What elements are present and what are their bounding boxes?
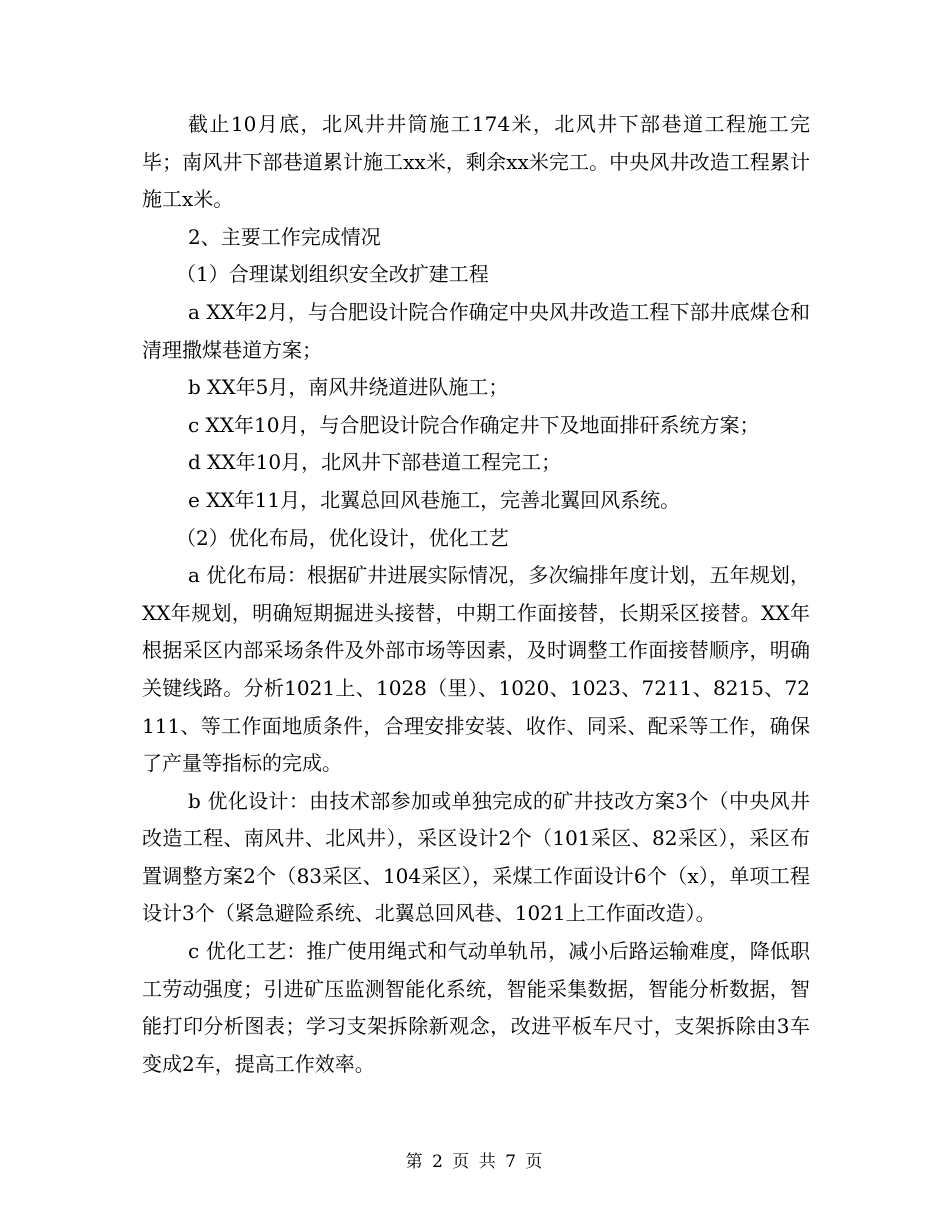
list-item-a-february: a XX年2月，与合肥设计院合作确定中央风井改造工程下部井底煤仓和清理撒煤巷道方案； xyxy=(142,299,810,362)
document-body xyxy=(142,106,810,1083)
page-footer: 第 2 页 共 7 页 xyxy=(405,1152,545,1172)
list-item-c-october: c XX年10月，与合肥设计院合作确定井下及地面排矸系统方案； xyxy=(188,412,760,437)
paragraph-optimize-design: b 优化设计：由技术部参加或单独完成的矿井技改方案3个（中央风井改造工程、南风井、北风井），采区设计2个（101采区、82采区），采区布置调整方案2个（83采区、104采区），采煤工作面设计6个（x），单项工程设计3个（紧急避险系统、北翼总回风巷、1021上工作面改造）。 xyxy=(142,788,810,926)
list-item-d-october: d XX年10月，北风井下部巷道工程完工； xyxy=(188,450,562,475)
list-item-e-november: e XX年11月，北翼总回风巷施工，完善北翼回风系统。 xyxy=(188,487,681,512)
subsection-heading-safety-expansion: （1）合理谋划组织安全改扩建工程 xyxy=(176,262,489,287)
subsection-heading-optimization: （2）优化布局，优化设计，优化工艺 xyxy=(176,525,509,550)
section-heading-main-work: 2、主要工作完成情况 xyxy=(188,224,381,249)
list-item-b-may: b XX年5月，南风井绕道进队施工； xyxy=(188,375,509,400)
paragraph-optimize-process: c 优化工艺：推广使用绳式和气动单轨吊，减小后路运输难度，降低职工劳动强度；引进矿压监测智能化系统，智能采集数据，智能分析数据，智能打印分析图表；学习支架拆除新观念，改进平板车尺寸，支架拆除由3车变成2车，提高工作效率。 xyxy=(142,939,810,1076)
paragraph-optimize-layout: a 优化布局：根据矿井进展实际情况，多次编排年度计划，五年规划，XX年规划，明确短期掘进头接替，中期工作面接替，长期采区接替。XX年根据采区内部采场条件及外部市场等因素，及时调整工作面接替顺序，明确关键线路。分析1021上、1028（里）、1020、1023、7211、8215、72111、等工作面地质条件，合理安排安装、收作、同采、配采等工作，确保了产量等指标的完成。 xyxy=(142,563,810,776)
paragraph-progress-summary: 截止10月底，北风井井筒施工174米，北风井下部巷道工程施工完毕；南风井下部巷道累计施工xx米，剩余xx米完工。中央风井改造工程累计施工x米。 xyxy=(142,112,810,212)
